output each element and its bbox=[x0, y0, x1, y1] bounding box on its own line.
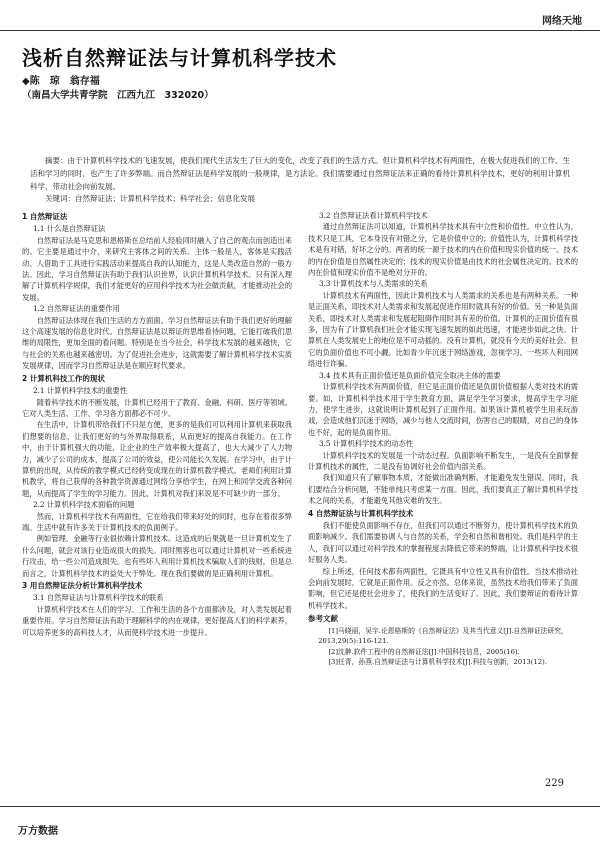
section-heading: 3 用自然辩证法分析计算机科学技术 bbox=[22, 581, 143, 590]
paragraph: 计算机科学技术在人们的学习、工作和生活的各个方面都涉及，对人类发展起着重要作用。学习自然辩证法有助于理解科学的内在规律，更好提高人们的科学素养，可以培养更多的高科技人才，从而使科学技术进一步提升。 bbox=[22, 604, 292, 637]
section-heading: 2 计算机科技工作的现状 bbox=[22, 373, 105, 383]
paragraph: 随着科学技术的不断发展，计算机已经用于了教育、金融、科研、医疗等领域。它对人类生活、工作、学习各方面都必不可少。 bbox=[22, 397, 292, 418]
section-heading: 4 自然辩证法与计算机科学技术 bbox=[308, 508, 414, 518]
paragraph: 我们知道只有了解事物本质，才能做出准确判断，才能避免发生错误。同时，我们要结合分析问题，不能单纯只考虑某一方面。因此，我们要真正了解计算机科学技术之间的关系，才能避免其他灾难的发生。 bbox=[308, 473, 578, 506]
right-column bbox=[308, 210, 578, 668]
paragraph: 在生活中，计算机带给我们不只是方便，更多的是我们可以利用计算机来获取我们想要的信息，让我们更好的与外界取得联系，从而更好的提高自我能力。在工作中，由于计算机强大的功能，让企业的生产效率极大提高了，也大大减少了人力物力，减少了公司的成本，提高了公司的效益，使公司能长久发展。在学习中，由于计算机的出现，从传统的教学模式已经转变成现在的计算机教学模式。老师们利用计算机教学，将自己获得的各种教学资源通过网络分享给学生，在网上和同学交流各种问题，从而提高了学生的学习能力。因此，计算机对我们来说是不可缺少的一部分。 bbox=[22, 420, 292, 498]
paragraph: 计算机科学技术有两面价值，但它是正面价值还是负面价值根据人类对技术的需要。如，计算机科学技术用于学生教育方面，满足学生学习要求，提高学生学习能力，使学生进步，这就说明计算机起到了正面作用。如果该计算机被学生用来玩游戏，会造成他们沉迷于网络，减少与他人交流时间，伤害自己的眼睛，对自己的身体也不好，起的是负面作用。 bbox=[308, 382, 578, 437]
subsection-heading: 2.2 计算机科学技术面临的问题 bbox=[32, 500, 135, 510]
subsection-heading: 2.1 计算机科学技术的重要性 bbox=[32, 386, 128, 396]
subsection-heading: 3.1 自然辩证法与计算机科学技术的联系 bbox=[32, 593, 164, 603]
top-rule bbox=[0, 30, 600, 31]
left-column bbox=[22, 210, 292, 638]
references-list bbox=[308, 626, 578, 668]
paragraph: 然而，计算机科学技术有两面性，它在给我们带来好处的同时，也存在着很多弊端。生活中就有许多关于计算机技术的负面例子。 bbox=[22, 511, 292, 532]
keywords: 关键词：自然辩证法；计算机科学技术；科学社会；信息化发展 bbox=[45, 194, 255, 203]
subsection-heading: 3.5 计算机科学技术的动态性 bbox=[318, 439, 414, 449]
reference-item: [1]马晓丽，吴宇.论恩格斯的《自然辩证法》及其当代意义[J].自然辩证法研究，2013,29(5):116-121. bbox=[318, 626, 568, 646]
right-column-body bbox=[308, 210, 578, 611]
paragraph: 我们不能使负面影响不存在，但我们可以通过不断努力，使计算机科学技术的负面影响减少。我们需要协调人与自然的关系，学会和自然和谐相处。我们是科学的主人，我们可以通过对科学技术的掌握程度去降低它带来的弊端，让计算机科学技术很好服务人类。 bbox=[308, 520, 578, 565]
column-label: 网络天地 bbox=[542, 16, 582, 27]
paragraph: 例如管理、金融等行业很依赖计算机技术。这造成的后果就是一旦计算机发生了什么问题，就会对该行业造成很大的损失。同时黑客也可以通过计算机对一些系统进行攻击，给一些公司造成损失。也有些坏人利用计算机技术骗取人们的钱财，但是总而言之，计算机科学技术的益处大于弊处。现在我们要做的是正确利用计算机。 bbox=[22, 534, 292, 578]
article-title: 浅析自然辩证法与计算机科学技术 bbox=[22, 46, 337, 70]
reference-item: [2]沈翀.软件工程中的自然辩证法[J].中国科技信息，2005(16). bbox=[328, 647, 520, 656]
section-heading: 1 自然辩证法 bbox=[22, 212, 68, 221]
reference-item: [3]任青，孙燕.自然辩证法与计算机科学技术[J].科技与创新，2013(12). bbox=[328, 658, 547, 667]
paragraph: 计算机技术有两面性，因此计算机技术与人类需求的关系也是有两种关系。一种是正面关系，即技术对人类需求和发展起促进作用时就具有好的价值。另一种是负面关系，即技术对人类需求和发展起阻碍作用时具有差的价值。计算机的正面价值有很多，因为有了计算机我们社会才能实现飞速发展的如此迅速，才能进步如此之快。计算机在人类发展史上的地位是不可动摇的。没有计算机，就没有今天的美好社会。但它的负面价值也不可小觑。比如青少年沉迷于网络游戏，忽视学习。一些坏人利用网络进行诈骗。 bbox=[308, 290, 578, 369]
article-authors: ◆陈 琼 翁存福 bbox=[22, 76, 100, 87]
subsection-heading: 1.2 自然辩证法的重要作用 bbox=[32, 304, 120, 314]
paragraph: 综上所述，任何技术都有两面性，它既具有中立性又具有价值性。当技术推动社会向前发展时，它就是正面作用。反之亦然。总体来说，虽然技术给我们带来了负面影响，但它还是使社会进步了，使我们的生活变好了。因此，我们要辩证的看待计算机科学技术。 bbox=[308, 566, 578, 610]
article-affiliation: （南昌大学共青学院 江西九江 332020） bbox=[22, 90, 214, 101]
paragraph: 自然辩证法体现在我们生活的方方面面。学习自然辩证法有助于我们更好的理解这个高速发展的信息化时代。自然辩证法是以辩证的思维看待问题，它能打破我们思维的局限性，更加全面的看问题。特别是在当今社会，科学技术发展的越来越快，它与社会的关系也越来越密切。为了促进社会进步，这就需要了解计算机科学技术实质发展规律，因而学习自然辩证法是在顺应时代要求。 bbox=[22, 315, 292, 371]
paragraph: 自然辩证法是马克思和恩格斯在总结前人经验同时融入了自己的观点而创造出来的。它主要是通过中介，来研究主客体之间的关系。主体一般是人，客体是实践活动、人借助于工具进行实践活动来提高自我的认知能力，这是人类改造自然的一般方法。因此，学习自然辩证法有助于我们认识世界，认识计算机科学技术。只有深入理解了计算机科学规律，我们才能更好的应用科学技术为社会做贡献，才能推动社会的发展。 bbox=[22, 235, 292, 302]
page-number: 229 bbox=[544, 778, 564, 789]
paragraph: 通过自然辩证法可以知道，计算机科学技术具有中立性和价值性。中立性认为，技术只是工具，它本身没有对错之分，它是价值中立的；价值性认为，计算机科学技术是有对错，好坏之分的。两者的统一源于技术的内在价值和现实价值的统一。技术的内在价值是自然属性决定的；技术的现实价值是由技术的社会属性决定的。技术的内在价值和现实价值不是绝对分开的。 bbox=[308, 222, 578, 278]
subsection-heading: 3.4 技术具有正面价值还是负面价值完全取决主体的需要 bbox=[318, 370, 501, 380]
subsection-heading: 1.1 什么是自然辩证法 bbox=[32, 224, 106, 234]
subsection-heading: 3.2 自然辩证法看计算机科学技术 bbox=[318, 211, 428, 220]
references-heading: 参考文献 bbox=[308, 614, 338, 624]
subsection-heading: 3.3 计算机技术与人类需求的关系 bbox=[318, 279, 428, 289]
publisher-footer: 万方数据 bbox=[18, 826, 58, 837]
bottom-rule bbox=[0, 806, 600, 807]
paragraph: 计算机科学技术的发展是一个动态过程。负面影响不断发生，一是没有全面掌握计算机技术的属性，二是没有协调好社会价值内部关系。 bbox=[308, 450, 578, 471]
abstract: 摘要：由于计算机科学技术的飞速发展，使我们现代生活发生了巨大的变化，改变了我们的生活方式。但计算机科学技术有两面性，在极大促进我们的工作、生活和学习的同时，也产生了许多弊端。而自然辩证法是科学发展的一般规律，是方法论。我们需要通过自然辩证法来正确的看待计算机科学技术，更好的利用计算机科学，带动社会向前发展。 bbox=[30, 156, 570, 191]
